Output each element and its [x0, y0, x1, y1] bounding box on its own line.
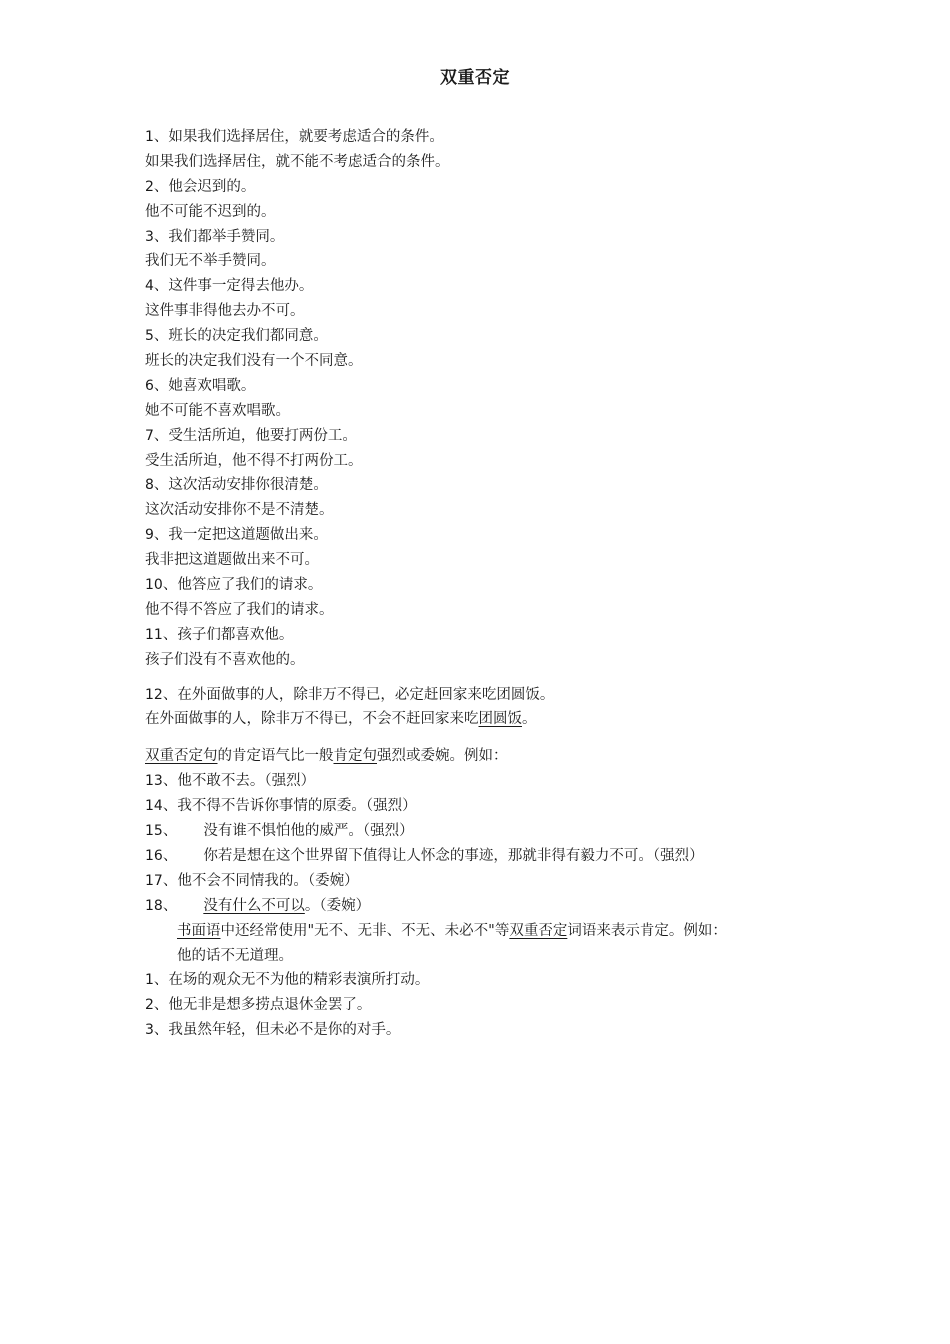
sentence-3-double-negative: 我们无不举手赞同。: [145, 253, 276, 270]
sentence-4-original: 4、这件事一定得去他办。: [145, 278, 314, 295]
example-17: 17、他不会不同情我的。（委婉）: [145, 872, 359, 889]
sentence-2-double-negative: 他不可能不迟到的。: [145, 203, 276, 220]
written-example: 他的话不无道理。: [177, 947, 293, 964]
link-meiyou-shenme-bukeyi[interactable]: 没有什么不可以: [203, 897, 305, 914]
sentence-12-double-negative: 在外面做事的人，除非万不得已，不会不赶回家来吃团圆饭。: [145, 711, 537, 728]
link-double-negative-sentence[interactable]: 双重否定句: [145, 748, 218, 765]
link-written-language[interactable]: 书面语: [177, 922, 221, 939]
item-number: 1: [145, 972, 154, 989]
item-number: 2: [145, 997, 154, 1014]
item-number: 8: [145, 477, 154, 494]
item-number: 13: [145, 773, 163, 790]
item-number: 15: [145, 823, 163, 840]
sentence-3-original: 3、我们都举手赞同。: [145, 228, 285, 245]
sentence-10-original: 10、他答应了我们的请求。: [145, 577, 323, 594]
item-number: 17: [145, 872, 163, 889]
sentence-7-double-negative: 受生活所迫，他不得不打两份工。: [145, 452, 363, 469]
example-15: 15、 没有谁不惧怕他的威严。（强烈）: [145, 823, 414, 840]
sentence-11-double-negative: 孩子们没有不喜欢他的。: [145, 651, 305, 668]
item-number: 1: [145, 129, 154, 145]
item-number: 14: [145, 798, 163, 815]
sentence-6-original: 6、她喜欢唱歌。: [145, 377, 256, 394]
sentence-1-original: 1、如果我们选择居住，就要考虑适合的条件。: [145, 129, 444, 145]
item-number: 2: [145, 178, 154, 195]
sentence-6-double-negative: 她不可能不喜欢唱歌。: [145, 402, 290, 419]
link-double-negative[interactable]: 双重否定: [509, 922, 568, 939]
item-number: 9: [145, 527, 154, 544]
item-number: 11: [145, 626, 163, 643]
final-example-3: 3、我虽然年轻，但未必不是你的对手。: [145, 1022, 401, 1039]
sentence-12-original: 12、在外面做事的人，除非万不得已，必定赶回家来吃团圆饭。: [145, 686, 555, 703]
sentence-5-double-negative: 班长的决定我们没有一个不同意。: [145, 353, 363, 370]
example-16: 16、 你若是想在这个世界留下值得让人怀念的事迹，那就非得有毅力不可。（强烈）: [145, 847, 704, 864]
intro-paragraph: 双重否定句的肯定语气比一般肯定句强烈或委婉。例如：: [145, 748, 508, 765]
sentence-4-double-negative: 这件事非得他去办不可。: [145, 303, 305, 320]
final-example-2: 2、他无非是想多捞点退休金罢了。: [145, 997, 372, 1014]
example-14: 14、我不得不告诉你事情的原委。（强烈）: [145, 798, 417, 815]
example-13: 13、他不敢不去。（强烈）: [145, 773, 316, 790]
sentence-1-double-negative: 如果我们选择居住，就不能不考虑适合的条件。: [145, 153, 450, 170]
example-18: 18、 没有什么不可以。（委婉）: [145, 897, 371, 914]
sentence-8-double-negative: 这次活动安排你不是不清楚。: [145, 502, 334, 519]
final-example-list: [145, 968, 865, 1043]
item-number: 3: [145, 1022, 154, 1039]
example-list: [145, 769, 865, 893]
item-number: 4: [145, 278, 154, 295]
item-number: 3: [145, 228, 154, 245]
sentence-7-original: 7、受生活所迫，他要打两份工。: [145, 427, 357, 444]
sentence-pairs: [145, 125, 865, 673]
final-example-1: 1、在场的观众无不为他的精彩表演所打动。: [145, 972, 430, 989]
sentence-9-original: 9、我一定把这道题做出来。: [145, 527, 328, 544]
item-number: 10: [145, 577, 163, 594]
sentence-11-original: 11、孩子们都喜欢他。: [145, 626, 294, 643]
document-body: [145, 125, 865, 1043]
link-tuanyuanfan[interactable]: 团圆饭: [478, 711, 522, 728]
sentence-10-double-negative: 他不得不答应了我们的请求。: [145, 601, 334, 618]
item-number: 5: [145, 328, 154, 345]
written-language-note: 书面语中还经常使用"无不、无非、不无、未必不"等双重否定词语来表示肯定。例如：: [177, 922, 727, 939]
page-title: 双重否定: [440, 68, 510, 88]
sentence-5-original: 5、班长的决定我们都同意。: [145, 328, 328, 345]
item-number: 12: [145, 686, 163, 703]
sentence-9-double-negative: 我非把这道题做出来不可。: [145, 552, 319, 569]
item-number: 7: [145, 427, 154, 444]
sentence-8-original: 8、这次活动安排你很清楚。: [145, 477, 328, 494]
link-affirmative-sentence[interactable]: 肯定句: [333, 748, 377, 765]
item-number: 18: [145, 897, 163, 914]
item-number: 6: [145, 377, 154, 394]
item-number: 16: [145, 847, 163, 864]
sentence-2-original: 2、他会迟到的。: [145, 178, 256, 195]
